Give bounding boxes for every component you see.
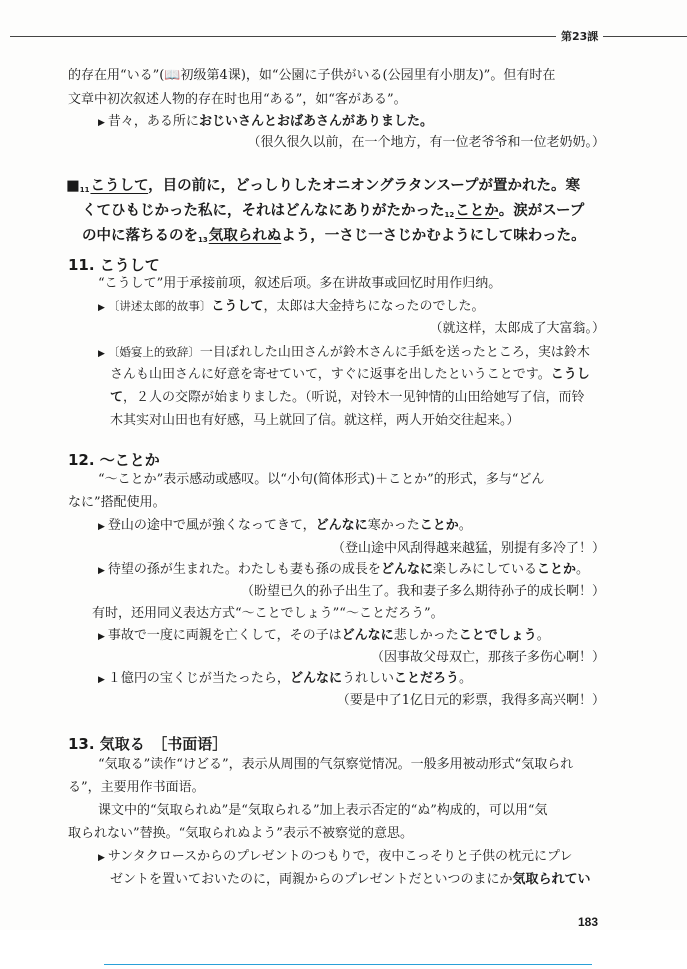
example: ▶ 登山の途中で風が強くなってきて，どんなに寒かったことか。 — [98, 518, 472, 533]
translation: （因事故父母双亡，那孩子多伤心啊！） — [370, 650, 605, 665]
section-title-11: 11. こうして — [68, 256, 160, 274]
bullet-icon: ▶ — [98, 349, 105, 359]
example-cont: 木其实对山田也有好感，马上就回了信。就这样，两人开始交往起来。） — [110, 413, 520, 428]
bullet-icon: ▶ — [98, 303, 105, 313]
lesson-label: 第23課 — [556, 28, 603, 44]
example-cont: ゼントを置いておいたのに，両親からのプレゼントだといつのまにか気取られてい — [110, 872, 591, 887]
page-number: 183 — [578, 915, 599, 929]
section-title-13: 13. 気取る ［书面语］ — [68, 735, 228, 753]
bullet-icon: ▶ — [98, 853, 105, 863]
square-marker-icon: ■ — [66, 178, 80, 194]
bullet-icon: ▶ — [98, 675, 105, 685]
section-desc: “こうして”用于承接前项，叙述后项。多在讲故事或回忆时用作归纳。 — [98, 276, 502, 291]
passage-line: くてひもじかった私に，それはどんなにありがたかった$_{12}$ことか。涙がスープ — [82, 203, 585, 219]
translation: （盼望已久的孙子出生了。我和妻子多么期待孙子的成长啊！） — [240, 584, 605, 599]
section-desc: 取られない”替换。“気取られぬよう”表示不被察觉的意思。 — [68, 826, 413, 841]
section-title-12: 12. ～ことか — [68, 451, 160, 469]
section-desc: る”，主要用作书面语。 — [68, 780, 205, 795]
section-desc: なに”搭配使用。 — [68, 495, 166, 510]
example: ▶ １億円の宝くじが当たったら，どんなにうれしいことだろう。 — [98, 671, 472, 686]
example: ▶ 待望の孫が生まれた。わたしも妻も孫の成長をどんなに楽しみにしていることか。 — [98, 562, 589, 577]
example: ▶ 事故で一度に両親を亡くして，その子はどんなに悲しかったことでしょう。 — [98, 628, 550, 643]
translation: （登山途中风刮得越来越猛，别提有多冷了！） — [331, 541, 605, 556]
example-cont: て，２人の交際が始まりました。（听说，对铃木一见钟情的山田给她写了信，而铃 — [110, 390, 585, 405]
translation: （很久很久以前，在一个地方，有一位老爷爷和一位老奶奶。） — [247, 135, 605, 150]
example: ▶ 〔婚宴上的致辞〕一目ぼれした山田さんが鈴木さんに手紙を送ったところ，実は鈴木 — [98, 345, 590, 360]
translation: （要是中了1亿日元的彩票，我得多高兴啊！） — [336, 693, 605, 708]
example: ▶ 〔讲述太郎的故事〕こうして，太郎は大金持ちになったのでした。 — [98, 299, 485, 314]
passage-line: の中に落ちるのを$_{13}$気取られぬよう，一さじ一さじかむようにして味わった。 — [82, 228, 586, 244]
translation: （就这样，太郎成了大富翁。） — [429, 321, 605, 336]
bullet-icon: ▶ — [98, 566, 105, 576]
bullet-icon: ▶ — [98, 522, 105, 532]
intro-line: 文章中初次叙述人物的存在时也用“ある”，如“客がある”。 — [68, 92, 407, 107]
section-desc: “気取る”读作“けどる”，表示从周围的气氛察觉情况。一般多用被动形式“気取られ — [98, 757, 574, 772]
intro-line: 的存在用“いる”(📖初级第4课)，如“公園に子供がいる(公园里有小朋友)”。但有时在 — [68, 68, 556, 83]
passage-line: $■_{11}$こうして，目の前に，どっしりしたオニオングラタンスープが置かれた。寒 — [66, 178, 580, 194]
section-desc: 课文中的“気取られぬ”是“気取られる”加上表示否定的“ぬ”构成的，可以用“気 — [98, 803, 548, 818]
example: ▶ サンタクロースからのプレゼントのつもりで，夜中こっそりと子供の枕元にプレ — [98, 849, 573, 864]
note: 有时，还用同义表达方式“～ことでしょう”“～ことだろう”。 — [92, 606, 444, 621]
example-cont: さんも山田さんに好意を寄せていて，すぐに返事を出したということです。こうし — [110, 367, 590, 382]
bullet-icon: ▶ — [98, 632, 105, 642]
bullet-icon: ▶ — [98, 118, 105, 128]
example: ▶ 昔々，ある所におじいさんとおばあさんがありました。 — [98, 114, 433, 129]
section-desc: “～ことか”表示感动或感叹。以“小句(简体形式)＋ことか”的形式，多与“どん — [98, 472, 545, 487]
footer-accent-line — [104, 964, 592, 965]
